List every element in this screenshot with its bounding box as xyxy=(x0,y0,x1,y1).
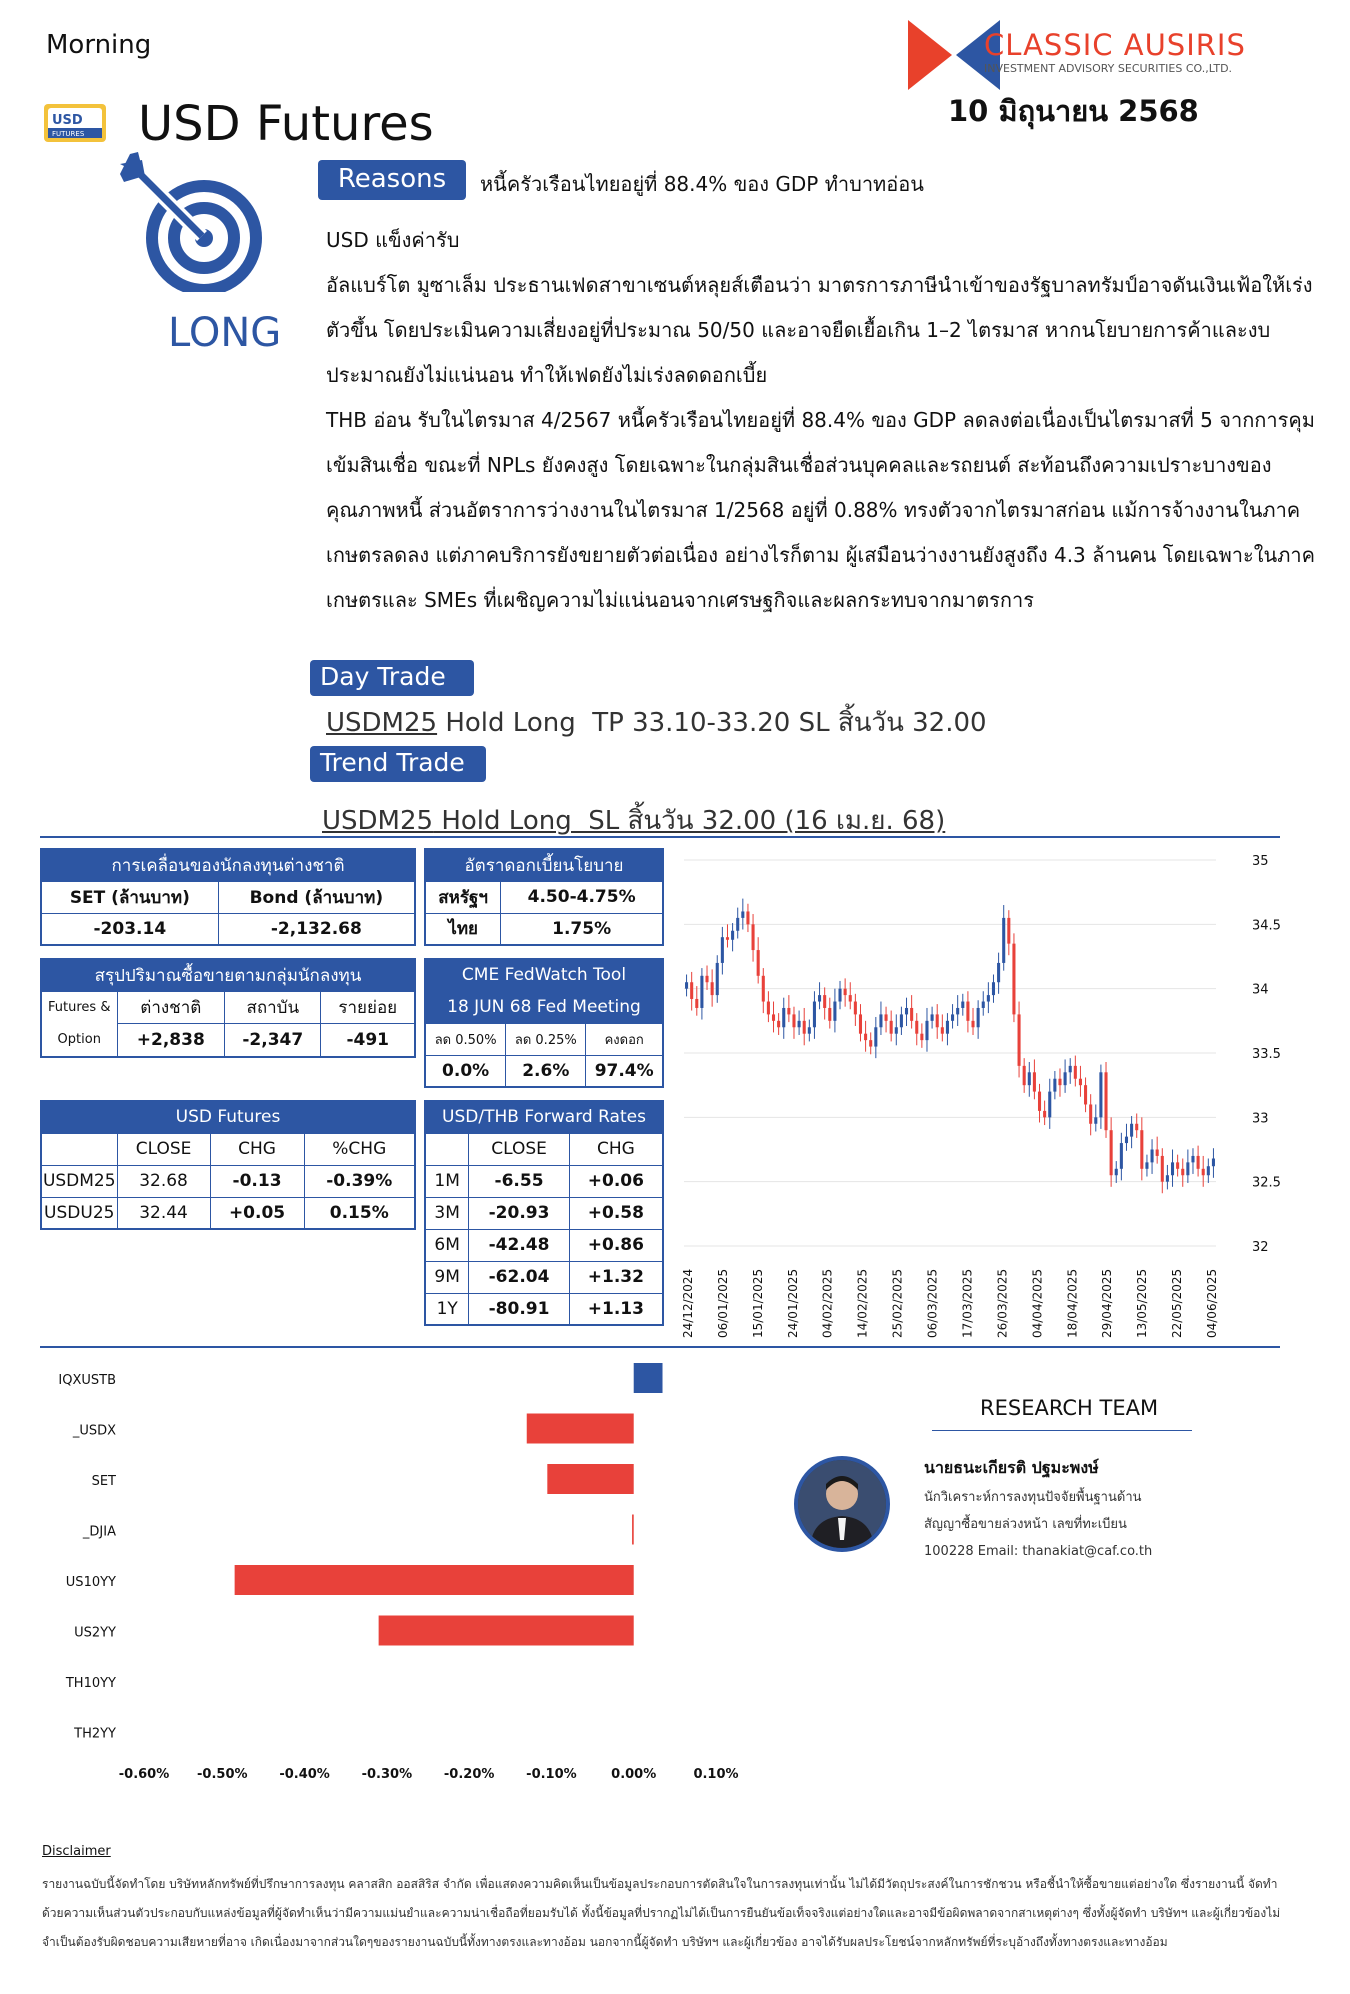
analyst-description xyxy=(924,1484,1204,1565)
table-cell: 1M xyxy=(425,1165,469,1197)
table-row xyxy=(425,1261,663,1293)
table-header: CHG xyxy=(210,1133,304,1165)
table-header: ลด 0.25% xyxy=(506,1023,586,1055)
x-tick-label: 0.00% xyxy=(611,1767,657,1782)
candle-body xyxy=(1161,1156,1164,1182)
table-header: CHG xyxy=(569,1133,663,1165)
candle-body xyxy=(721,937,724,963)
table-cell: ไทย xyxy=(425,913,501,945)
analyst-contact: 100228 Email: thanakiat@caf.co.th xyxy=(924,1544,1153,1559)
candle-body xyxy=(1064,1072,1067,1085)
table-cell: 32.44 xyxy=(117,1197,210,1229)
category-label: US2YY xyxy=(74,1625,116,1641)
x-tick-label: 18/04/2025 xyxy=(1065,1268,1080,1338)
x-tick-label: 06/01/2025 xyxy=(715,1268,730,1338)
reason-paragraph: USD แข็งค่ารับ xyxy=(326,228,460,252)
candle-body xyxy=(1079,1079,1082,1085)
candle-body xyxy=(1074,1066,1077,1079)
candle-body xyxy=(966,1002,969,1021)
candle-body xyxy=(1043,1111,1046,1117)
candle-body xyxy=(900,1014,903,1027)
candle-body xyxy=(808,1027,811,1033)
candle-body xyxy=(1125,1137,1128,1143)
candle-body xyxy=(977,1008,980,1027)
x-tick-label: 04/06/2025 xyxy=(1205,1268,1219,1338)
table-cell: USDM25 xyxy=(41,1165,117,1197)
candle-body xyxy=(746,911,749,924)
table-cell: 1Y xyxy=(425,1293,469,1325)
target-arrow-icon xyxy=(116,152,266,292)
candle-body xyxy=(731,931,734,940)
x-tick-label: 06/03/2025 xyxy=(925,1268,940,1338)
candle-body xyxy=(1053,1079,1056,1092)
candle-body xyxy=(1012,944,1015,1015)
table-row xyxy=(425,1229,663,1261)
candle-body xyxy=(798,1021,801,1027)
candle-body xyxy=(752,924,755,950)
report-date: 10 มิถุนายน 2568 xyxy=(948,94,1199,128)
table-subtitle: 18 JUN 68 Fed Meeting xyxy=(425,991,663,1023)
x-tick-label: 29/04/2025 xyxy=(1100,1268,1115,1338)
candle-body xyxy=(869,1040,872,1046)
market-change-bar-chart xyxy=(36,1362,756,1822)
candle-body xyxy=(838,989,841,1002)
row-label-line: Futures & xyxy=(48,999,111,1015)
table-cell: 97.4% xyxy=(586,1055,663,1087)
x-tick-label: -0.50% xyxy=(197,1767,248,1782)
table-cell: 9M xyxy=(425,1261,469,1293)
candle-body xyxy=(1202,1169,1205,1175)
candle-body xyxy=(936,1014,939,1027)
y-tick-label: 34.5 xyxy=(1252,918,1281,934)
candle-body xyxy=(813,1002,816,1028)
candle-body xyxy=(925,1021,928,1040)
analyst-name: นายธนะเกียรติ ปฐมะพงษ์ xyxy=(924,1458,1099,1477)
table-cell: +0.05 xyxy=(210,1197,304,1229)
candle-body xyxy=(920,1034,923,1040)
table-cell: +2,838 xyxy=(117,1024,225,1057)
table-row-label xyxy=(41,991,117,1057)
candle-body xyxy=(1115,1169,1118,1175)
investor-group-table xyxy=(40,958,416,1058)
x-tick-label: 13/05/2025 xyxy=(1135,1268,1150,1338)
x-tick-label: 04/02/2025 xyxy=(820,1268,835,1338)
divider xyxy=(932,1430,1192,1431)
table-header: ลด 0.50% xyxy=(425,1023,506,1055)
table-row xyxy=(41,1197,415,1229)
candle-body xyxy=(946,1021,949,1034)
y-tick-label: 35 xyxy=(1252,854,1269,869)
disclaimer-title: Disclaimer xyxy=(42,1844,111,1859)
table-title: CME FedWatch Tool xyxy=(425,959,663,991)
usd-futures-table xyxy=(40,1100,416,1230)
candle-body xyxy=(1197,1156,1200,1169)
x-tick-label: 04/04/2025 xyxy=(1030,1268,1045,1338)
row-label-line: Option xyxy=(57,1031,101,1047)
candle-body xyxy=(1145,1162,1148,1168)
candle-body xyxy=(997,963,1000,982)
candle-body xyxy=(787,1008,790,1014)
table-cell: 4.50-4.75% xyxy=(501,881,663,913)
category-label: _DJIA xyxy=(82,1524,116,1540)
table-header: สถาบัน xyxy=(225,991,321,1024)
bar xyxy=(379,1616,634,1646)
candle-body xyxy=(971,1021,974,1027)
x-tick-label: -0.40% xyxy=(279,1767,330,1782)
candle-body xyxy=(1028,1072,1031,1085)
candlestick-chart xyxy=(676,846,1296,1342)
signal-label: LONG xyxy=(168,310,282,356)
table-header: %CHG xyxy=(304,1133,415,1165)
candle-body xyxy=(910,1008,913,1021)
candle-body xyxy=(859,1014,862,1033)
candle-body xyxy=(1186,1162,1189,1175)
disclaimer-text: รายงานฉบับนี้จัดทำโดย บริษัทหลักทรัพย์ที่ปรึกษาการลงทุน คลาสสิก ออสสิริส จำกัด เพื่อแสดงความคิดเห็นเป็นข้อมูลประกอบการตัดสินใจในการลงทุนเท่านั้น ไม่ได้มีวัตถุประสงค์ในการชักชวน หรือชี้นำให้ซื้อขายแต่อย่างใด ซึ่งรายงานนี้ จัดทำด้วยความเห็นส่วนตัวประกอบกับแหล่งข้อมูลที่ผู้จัดทำเห็นว่ามีความแม่นยำและความน่าเชื่อถือที่ยอมรับได้ ทั้งนี้ข้อมูลที่ปรากฏไม่ได้เป็นการยืนยันข้อเท็จจริงแต่อย่างใดและอาจมีข้อผิดพลาดจากสาเหตุต่างๆ ซึ่งทั้งผู้จัดทำ บริษัทฯ และผู้เกี่ยวข้องไม่จำเป็นต้องรับผิดชอบความเสียหายที่อาจ เกิดเนื่องมาจากส่วนใดๆของรายงานฉบับนี้ทั้งทางตรงและทางอ้อม นอกจากนี้ผู้จัดทำ บริษัทฯ และผู้เกี่ยวข้อง อาจได้รับผลประโยชน์จากหลักทรัพย์ที่ระบุอ้างถึงทั้งทางตรงและทางอ้อม xyxy=(42,1877,1281,1949)
x-tick-label: -0.30% xyxy=(361,1767,413,1782)
y-tick-label: 33 xyxy=(1252,1111,1269,1127)
candle-body xyxy=(849,995,852,1001)
table-cell: 6M xyxy=(425,1229,469,1261)
candle-body xyxy=(685,982,688,988)
table-cell: -203.14 xyxy=(41,913,218,945)
analyst-avatar xyxy=(794,1456,890,1552)
table-cell: -2,132.68 xyxy=(218,913,415,945)
candle-body xyxy=(772,1014,775,1020)
candle-body xyxy=(941,1027,944,1033)
reason-paragraph: อัลแบร์โต มูซาเล็ม ประธานเฟดสาขาเซนต์หลุยส์เตือนว่า มาตรการภาษีนำเข้าของรัฐบาลทรัมป์อาจดันเงินเฟ้อให้เร่งตัวขึ้น โดยประเมินความเสี่ยงอยู่ที่ประมาณ 50/50 และอาจยืดเยื้อเกิน 1–2 ไตรมาส หากนโยบายการค้าและงบประมาณยังไม่แน่นอน ทำให้เฟดยังไม่เร่งลดดอกเบี้ย xyxy=(326,273,1313,387)
table-cell: -2,347 xyxy=(225,1024,321,1057)
candle-body xyxy=(1135,1124,1138,1130)
y-tick-label: 32 xyxy=(1252,1240,1269,1255)
candle-body xyxy=(961,1002,964,1008)
table-title: อัตราดอกเบี้ยนโยบาย xyxy=(425,849,663,881)
table-cell: -80.91 xyxy=(469,1293,569,1325)
candle-body xyxy=(716,963,719,995)
candle-body xyxy=(1048,1092,1051,1118)
candle-body xyxy=(890,1021,893,1034)
policy-rate-table xyxy=(424,848,664,946)
y-tick-label: 33.5 xyxy=(1252,1047,1281,1062)
table-cell: 0.0% xyxy=(425,1055,506,1087)
trend-trade-symbol: USDM25 xyxy=(322,806,434,836)
candle-body xyxy=(931,1014,934,1020)
table-cell: 32.68 xyxy=(117,1165,210,1197)
candle-body xyxy=(1094,1117,1097,1123)
candle-body xyxy=(1166,1175,1169,1181)
candle-body xyxy=(951,1014,954,1020)
table-header: คงดอก xyxy=(586,1023,663,1055)
candle-body xyxy=(1140,1130,1143,1169)
candle-body xyxy=(803,1021,806,1034)
divider xyxy=(40,1346,1280,1348)
candle-body xyxy=(757,950,760,976)
candle-body xyxy=(915,1021,918,1034)
edition-label: Morning xyxy=(46,30,152,60)
day-trade-badge: Day Trade xyxy=(310,660,474,696)
table-header: รายย่อย xyxy=(321,991,415,1024)
x-tick-label: -0.60% xyxy=(118,1767,170,1782)
day-trade-symbol: USDM25 xyxy=(326,708,438,738)
candle-body xyxy=(854,1002,857,1015)
table-title: การเคลื่อนของนักลงทุนต่างชาติ xyxy=(41,849,415,881)
candle-body xyxy=(895,1027,898,1033)
fedwatch-table xyxy=(424,958,664,1088)
candle-body xyxy=(1110,1130,1113,1175)
candle-body xyxy=(695,999,698,1008)
candle-body xyxy=(864,1034,867,1040)
brand-name: CLASSIC AUSIRIS xyxy=(984,28,1246,62)
brand-subtitle: INVESTMENT ADVISORY SECURITIES CO.,LTD. xyxy=(984,62,1233,75)
candle-body xyxy=(1089,1104,1092,1123)
forward-rates-table xyxy=(424,1100,664,1326)
candle-body xyxy=(690,982,693,999)
candle-body xyxy=(905,1008,908,1014)
trend-trade-detail: Hold Long SL สิ้นวัน 32.00 (16 เม.ย. 68) xyxy=(433,806,946,836)
table-row xyxy=(425,1165,663,1197)
candle-body xyxy=(777,1021,780,1027)
candle-body xyxy=(1023,1066,1026,1085)
candle-body xyxy=(762,976,765,1002)
x-tick-label: 24/12/2024 xyxy=(681,1268,695,1338)
bar xyxy=(632,1515,634,1545)
candle-body xyxy=(1191,1156,1194,1162)
candle-body xyxy=(1058,1079,1061,1085)
table-cell: +1.32 xyxy=(569,1261,663,1293)
x-tick-label: 15/01/2025 xyxy=(750,1268,765,1338)
bar xyxy=(235,1565,634,1595)
table-header xyxy=(425,1133,469,1165)
candle-body xyxy=(956,1008,959,1014)
table-header: Bond (ล้านบาท) xyxy=(218,881,415,913)
table-cell: สหรัฐฯ xyxy=(425,881,501,913)
table-header xyxy=(41,1133,117,1165)
svg-text:USD: USD xyxy=(52,113,83,128)
reasons-headline: หนี้ครัวเรือนไทยอยู่ที่ 88.4% ของ GDP ทำบาทอ่อน xyxy=(480,172,924,196)
candle-body xyxy=(1069,1066,1072,1072)
category-label: TH10YY xyxy=(65,1676,116,1691)
candle-body xyxy=(818,995,821,1001)
candle-body xyxy=(874,1027,877,1046)
candle-body xyxy=(885,1014,888,1020)
candle-body xyxy=(844,989,847,995)
analyst-desc-line: นักวิเคราะห์การลงทุนปัจจัยพื้นฐานด้าน xyxy=(924,1490,1142,1505)
table-cell: -0.13 xyxy=(210,1165,304,1197)
day-trade-text xyxy=(326,702,987,743)
category-label: _USDX xyxy=(72,1423,116,1439)
candle-body xyxy=(1099,1072,1102,1117)
candle-body xyxy=(1007,918,1010,944)
table-cell: +1.13 xyxy=(569,1293,663,1325)
candle-body xyxy=(1120,1143,1123,1169)
bar xyxy=(527,1414,634,1444)
candle-body xyxy=(1176,1162,1179,1168)
table-cell: -20.93 xyxy=(469,1197,569,1229)
candle-body xyxy=(700,976,703,1008)
day-trade-detail: Hold Long TP 33.10-33.20 SL สิ้นวัน 32.00 xyxy=(437,708,987,738)
y-tick-label: 34 xyxy=(1252,982,1269,998)
candle-body xyxy=(1156,1150,1159,1156)
table-cell: 1.75% xyxy=(501,913,663,945)
candle-body xyxy=(823,995,826,1008)
category-label: IQXUSTB xyxy=(58,1373,116,1388)
table-cell: +0.58 xyxy=(569,1197,663,1229)
table-cell: 2.6% xyxy=(506,1055,586,1087)
table-cell: +0.86 xyxy=(569,1229,663,1261)
table-row xyxy=(41,1165,415,1197)
bar xyxy=(547,1464,633,1494)
reasons-badge: Reasons xyxy=(318,160,466,200)
y-tick-label: 32.5 xyxy=(1252,1175,1281,1191)
table-cell: USDU25 xyxy=(41,1197,117,1229)
table-title: USD Futures xyxy=(41,1101,415,1133)
x-tick-label: 24/01/2025 xyxy=(785,1268,800,1338)
svg-text:FUTURES: FUTURES xyxy=(52,130,85,138)
divider xyxy=(40,836,1280,838)
candle-body xyxy=(741,911,744,917)
candle-body xyxy=(828,1008,831,1021)
candle-body xyxy=(1207,1166,1210,1175)
category-label: SET xyxy=(91,1474,116,1489)
reason-paragraph: THB อ่อน รับในไตรมาส 4/2567 หนี้ครัวเรือนไทยอยู่ที่ 88.4% ของ GDP ลดลงต่อเนื่องเป็นไตรมาสที่ 5 จากการคุมเข้มสินเชื่อ ขณะที่ NPLs ยังคงสูง โดยเฉพาะในกลุ่มสินเชื่อส่วนบุคคลและรถยนต์ สะท้อนถึงความเปราะบางของคุณภาพหนี้ ส่วนอัตราการว่างงานในไตรมาส 1/2568 อยู่ที่ 0.88% ทรงตัวจากไตรมาสก่อน แม้การจ้างงานในภาคเกษตรลดลง แต่ภาคบริการยังขยายตัวต่อเนื่อง อย่างไรก็ตาม ผู้เสมือนว่างงานยังสูงถึง 4.3 ล้านคน โดยเฉพาะในภาคเกษตรและ SMEs ที่เผชิญความไม่แน่นอนจากเศรษฐกิจและผลกระทบจากมาตรการ xyxy=(326,408,1315,612)
x-tick-label: 0.10% xyxy=(693,1767,739,1782)
table-cell: 3M xyxy=(425,1197,469,1229)
page-title: USD Futures xyxy=(138,96,434,152)
table-header: ต่างชาติ xyxy=(117,991,225,1024)
x-tick-label: 25/02/2025 xyxy=(890,1268,905,1338)
table-cell: 0.15% xyxy=(304,1197,415,1229)
candle-body xyxy=(1084,1085,1087,1104)
table-header: CLOSE xyxy=(117,1133,210,1165)
candle-body xyxy=(767,1002,770,1015)
analyst-desc-line: สัญญาซื้อขายล่วงหน้า เลขที่ทะเบียน xyxy=(924,1517,1127,1532)
table-cell: +0.06 xyxy=(569,1165,663,1197)
reasons-body xyxy=(326,218,1336,623)
candle-body xyxy=(1130,1124,1133,1137)
table-row xyxy=(425,1197,663,1229)
candle-body xyxy=(1151,1150,1154,1163)
trend-trade-badge: Trend Trade xyxy=(310,746,486,782)
table-cell: -6.55 xyxy=(469,1165,569,1197)
candle-body xyxy=(1171,1162,1174,1175)
candle-body xyxy=(1181,1169,1184,1175)
table-title: สรุปปริมาณซื้อขายตามกลุ่มนักลงทุน xyxy=(41,959,415,991)
category-label: TH2YY xyxy=(74,1726,116,1742)
bar xyxy=(634,1363,663,1393)
candle-body xyxy=(1038,1092,1041,1111)
table-header: SET (ล้านบาท) xyxy=(41,881,218,913)
candle-body xyxy=(1002,918,1005,963)
candle-body xyxy=(705,976,708,982)
x-tick-label: 14/02/2025 xyxy=(855,1268,870,1338)
x-tick-label: 17/03/2025 xyxy=(960,1268,975,1338)
table-title: USD/THB Forward Rates xyxy=(425,1101,663,1133)
table-cell: -491 xyxy=(321,1024,415,1057)
candle-body xyxy=(1212,1159,1215,1167)
candle-body xyxy=(1018,1014,1021,1065)
table-cell: -0.39% xyxy=(304,1165,415,1197)
candle-body xyxy=(736,918,739,931)
table-header: CLOSE xyxy=(469,1133,569,1165)
candle-body xyxy=(833,1002,836,1021)
candle-body xyxy=(982,1002,985,1008)
candle-body xyxy=(879,1014,882,1027)
candle-body xyxy=(711,982,714,995)
x-tick-label: 22/05/2025 xyxy=(1170,1268,1185,1338)
candle-body xyxy=(992,982,995,995)
x-tick-label: -0.20% xyxy=(443,1767,495,1782)
trend-trade-text xyxy=(322,800,945,841)
x-tick-label: 26/03/2025 xyxy=(995,1268,1010,1338)
foreign-flow-table xyxy=(40,848,416,946)
table-cell: -62.04 xyxy=(469,1261,569,1293)
table-row xyxy=(425,1293,663,1325)
research-team-title: RESEARCH TEAM xyxy=(980,1396,1159,1420)
candle-body xyxy=(792,1014,795,1027)
table-cell: -42.48 xyxy=(469,1229,569,1261)
x-tick-label: -0.10% xyxy=(526,1767,577,1782)
candle-body xyxy=(782,1008,785,1027)
usd-futures-logo xyxy=(42,100,114,148)
candle-body xyxy=(1104,1072,1107,1130)
category-label: US10YY xyxy=(65,1575,116,1590)
candle-body xyxy=(1033,1072,1036,1091)
candle-body xyxy=(726,937,729,940)
candle-body xyxy=(987,995,990,1001)
